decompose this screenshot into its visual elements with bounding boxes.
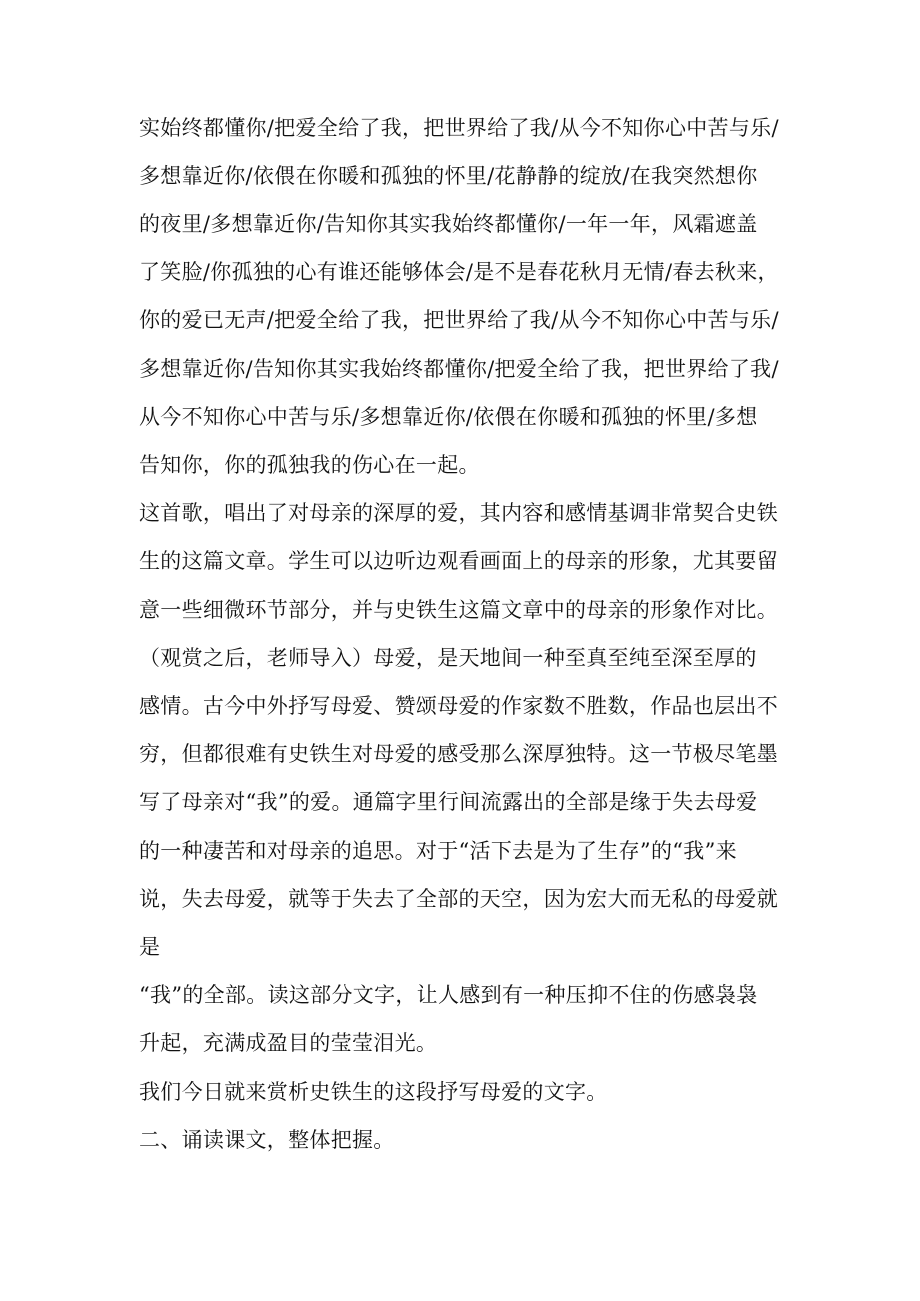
text-line: 多想靠近你/告知你其实我始终都懂你/把爱全给了我，把世界给了我/ bbox=[139, 357, 779, 381]
text-line: 我们今日就来赏析史铁生的这段抒写母爱的文字。 bbox=[139, 1080, 608, 1104]
text-line: 意一些细微环节部分，并与史铁生这篇文章中的母亲的形象作对比。 bbox=[139, 598, 778, 622]
text-line: 了笑脸/你孤独的心有谁还能够体会/是不是春花秋月无情/春去秋来， bbox=[139, 260, 779, 284]
text-line: 说，失去母爱，就等于失去了全部的天空，因为宏大而无私的母爱就 bbox=[139, 887, 778, 911]
text-line: 的夜里/多想靠近你/告知你其实我始终都懂你/一年一年，风霜遮盖 bbox=[139, 212, 758, 236]
text-line: 的一种凄苦和对母亲的追思。对于“活下去是为了生存”的“我”来 bbox=[139, 839, 737, 863]
text-line: 升起，充满成盈目的莹莹泪光。 bbox=[139, 1031, 438, 1055]
text-line: 穷，但都很难有史铁生对母爱的感受那么深厚独特。这一节极尽笔墨 bbox=[139, 742, 778, 766]
text-line: 告知你，你的孤独我的伤心在一起。 bbox=[139, 453, 480, 477]
section-heading: 二、诵读课文，整体把握。 bbox=[139, 1128, 395, 1152]
text-line: （观赏之后，老师导入）母爱，是天地间一种至真至纯至深至厚的 bbox=[139, 646, 757, 670]
text-line: 是 bbox=[139, 935, 161, 959]
text-line: 多想靠近你/依偎在你暖和孤独的怀里/花静静的绽放/在我突然想你 bbox=[139, 164, 758, 188]
text-line: 你的爱已无声/把爱全给了我，把世界给了我/从今不知你心中苦与乐/ bbox=[139, 308, 779, 332]
text-line: 实始终都懂你/把爱全给了我，把世界给了我/从今不知你心中苦与乐/ bbox=[139, 116, 779, 140]
text-line: 这首歌，唱出了对母亲的深厚的爱，其内容和感情基调非常契合史铁 bbox=[139, 501, 778, 525]
text-line: 生的这篇文章。学生可以边听边观看画面上的母亲的形象，尤其要留 bbox=[139, 549, 778, 573]
text-line: 从今不知你心中苦与乐/多想靠近你/依偎在你暖和孤独的怀里/多想 bbox=[139, 405, 758, 429]
text-line: “我”的全部。读这部分文字，让人感到有一种压抑不住的伤感袅袅 bbox=[139, 983, 758, 1007]
text-line: 写了母亲对“我”的爱。通篇字里行间流露出的全部是缘于失去母爱 bbox=[139, 790, 758, 814]
text-line: 感情。古今中外抒写母爱、赞颂母爱的作家数不胜数，作品也层出不 bbox=[139, 694, 778, 718]
